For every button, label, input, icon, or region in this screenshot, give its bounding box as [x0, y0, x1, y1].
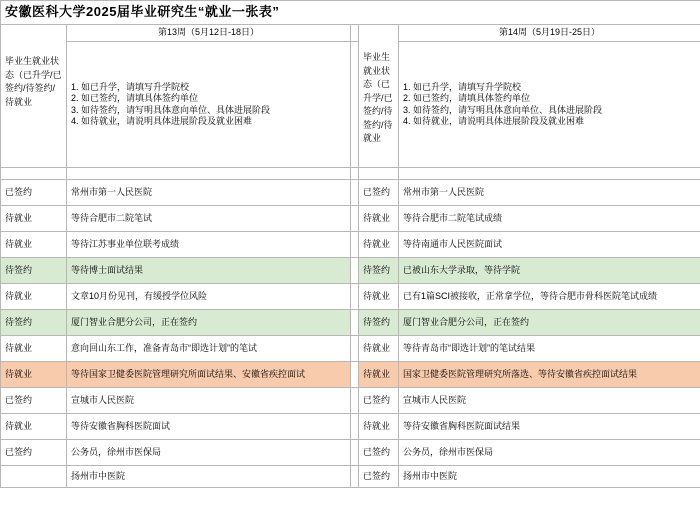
spacer-cell [399, 168, 700, 180]
instructions-week13 [67, 42, 351, 168]
instruction-item: 4. 如待就业，请说明具体进展阶段及就业困难 [71, 115, 253, 126]
table-row [1, 336, 700, 362]
week14-status-cell[interactable]: 待就业 [359, 336, 399, 362]
week13-detail-cell[interactable]: 公务员，徐州市医保局 [67, 440, 351, 466]
week14-detail-cell[interactable]: 等待青岛市“即选计划”的笔试结果 [399, 336, 700, 362]
column-gap [351, 42, 359, 168]
table-row [1, 206, 700, 232]
status-column-header-week13: 毕业生就业状态（已升学/已签约/待签约/待就业 [1, 25, 67, 168]
week14-status-cell[interactable]: 待就业 [359, 284, 399, 310]
week14-detail-cell[interactable]: 公务员，徐州市医保局 [399, 440, 700, 466]
column-gap [351, 232, 359, 258]
week13-detail-cell[interactable]: 文章10月份见刊，有缓授学位风险 [67, 284, 351, 310]
week14-detail-cell[interactable]: 已被山东大学录取，等待学院 [399, 258, 700, 284]
week14-status-cell[interactable]: 已签约 [359, 466, 399, 488]
title-row [1, 1, 700, 25]
instructions-row [1, 42, 700, 168]
week14-status-cell[interactable]: 待就业 [359, 232, 399, 258]
week14-header: 第14周（5月19日-25日） [399, 25, 700, 42]
document-title: 安徽医科大学2025届毕业研究生“就业一张表” [1, 1, 700, 25]
column-gap [351, 440, 359, 466]
spacer-cell [359, 168, 399, 180]
week13-detail-cell[interactable]: 厦门智业合肥分公司，正在签约 [67, 310, 351, 336]
week13-status-cell[interactable]: 待签约 [1, 310, 67, 336]
week13-status-cell[interactable]: 待签约 [1, 258, 67, 284]
instructions-week14 [399, 42, 700, 168]
instruction-item: 2. 如已签约，请填具体签约单位 [71, 93, 199, 104]
column-gap [351, 258, 359, 284]
week13-status-cell[interactable]: 已签约 [1, 440, 67, 466]
table-row [1, 362, 700, 388]
week13-header: 第13周（5月12日-18日） [67, 25, 351, 42]
instruction-item: 2. 如已签约，请填具体签约单位 [403, 93, 531, 104]
table-row [1, 310, 700, 336]
week13-status-cell[interactable]: 待就业 [1, 414, 67, 440]
week13-detail-cell[interactable]: 扬州市中医院 [67, 466, 351, 488]
week14-status-cell[interactable]: 已签约 [359, 388, 399, 414]
week14-status-cell[interactable]: 待签约 [359, 310, 399, 336]
table-row [1, 258, 700, 284]
week13-detail-cell[interactable]: 等待合肥市二院笔试 [67, 206, 351, 232]
column-gap [351, 310, 359, 336]
week13-status-cell[interactable] [1, 466, 67, 488]
week13-detail-cell[interactable]: 常州市第一人民医院 [67, 180, 351, 206]
week14-detail-cell[interactable]: 已有1篇SCI被接收，正常拿学位，等待合肥市骨科医院笔试成绩 [399, 284, 700, 310]
status-column-header-week14: 毕业生就业状态（已升学/已签约/待签约/待就业 [359, 25, 399, 168]
instruction-item: 1. 如已升学，请填写升学院校 [403, 82, 522, 92]
week13-detail-cell[interactable]: 宣城市人民医院 [67, 388, 351, 414]
table-row [1, 414, 700, 440]
week14-detail-cell[interactable]: 等待安徽省胸科医院面试结果 [399, 414, 700, 440]
week14-status-cell[interactable]: 待签约 [359, 258, 399, 284]
week14-detail-cell[interactable]: 宣城市人民医院 [399, 388, 700, 414]
column-gap [351, 388, 359, 414]
instruction-list-week13 [71, 82, 346, 127]
week14-status-cell[interactable]: 待就业 [359, 206, 399, 232]
week13-status-cell[interactable]: 待就业 [1, 284, 67, 310]
week13-detail-cell[interactable]: 等待江苏事业单位联考成绩 [67, 232, 351, 258]
week14-detail-cell[interactable]: 厦门智业合肥分公司，正在签约 [399, 310, 700, 336]
spacer-row [1, 168, 700, 180]
instruction-item: 1. 如已升学，请填写升学院校 [71, 82, 190, 92]
week14-status-cell[interactable]: 待就业 [359, 362, 399, 388]
column-gap [351, 168, 359, 180]
week14-status-cell[interactable]: 待就业 [359, 414, 399, 440]
column-gap [351, 362, 359, 388]
week13-status-cell[interactable]: 待就业 [1, 206, 67, 232]
week13-detail-cell[interactable]: 等待博士面试结果 [67, 258, 351, 284]
week13-detail-cell[interactable]: 等待安徽省胸科医院面试 [67, 414, 351, 440]
table-row [1, 284, 700, 310]
week14-detail-cell[interactable]: 国家卫健委医院管理研究所落选、等待安徽省疾控面试结果 [399, 362, 700, 388]
spacer-cell [67, 168, 351, 180]
week13-status-cell[interactable]: 待就业 [1, 232, 67, 258]
week13-status-cell[interactable]: 已签约 [1, 388, 67, 414]
week13-status-cell[interactable]: 待就业 [1, 336, 67, 362]
week14-detail-cell[interactable]: 常州市第一人民医院 [399, 180, 700, 206]
week14-status-cell[interactable]: 已签约 [359, 440, 399, 466]
week14-detail-cell[interactable]: 扬州市中医院 [399, 466, 700, 488]
column-gap [351, 466, 359, 488]
column-gap [351, 284, 359, 310]
column-gap [351, 336, 359, 362]
week13-detail-cell[interactable]: 意向回山东工作，准备青岛市“即选计划”的笔试 [67, 336, 351, 362]
instruction-item: 3. 如待签约，请写明具体意向单位、具体进展阶段 [403, 104, 603, 115]
table-row [1, 180, 700, 206]
column-gap [351, 180, 359, 206]
week13-status-cell[interactable]: 待就业 [1, 362, 67, 388]
instruction-item: 3. 如待签约，请写明具体意向单位、具体进展阶段 [71, 104, 271, 115]
week14-status-cell[interactable]: 已签约 [359, 180, 399, 206]
instruction-list-week14 [403, 82, 696, 127]
column-gap [351, 414, 359, 440]
instruction-item: 4. 如待就业，请说明具体进展阶段及就业困难 [403, 115, 585, 126]
table-row [1, 232, 700, 258]
table-row [1, 388, 700, 414]
column-gap [351, 206, 359, 232]
week14-detail-cell[interactable]: 等待南通市人民医院面试 [399, 232, 700, 258]
week13-detail-cell[interactable]: 等待国家卫健委医院管理研究所面试结果、安徽省疾控面试 [67, 362, 351, 388]
week-header-row [1, 25, 700, 42]
week14-detail-cell[interactable]: 等待合肥市二院笔试成绩 [399, 206, 700, 232]
column-gap [351, 25, 359, 42]
spacer-cell [1, 168, 67, 180]
week13-status-cell[interactable]: 已签约 [1, 180, 67, 206]
table-row [1, 466, 700, 488]
table-row [1, 440, 700, 466]
table-body [1, 180, 700, 488]
